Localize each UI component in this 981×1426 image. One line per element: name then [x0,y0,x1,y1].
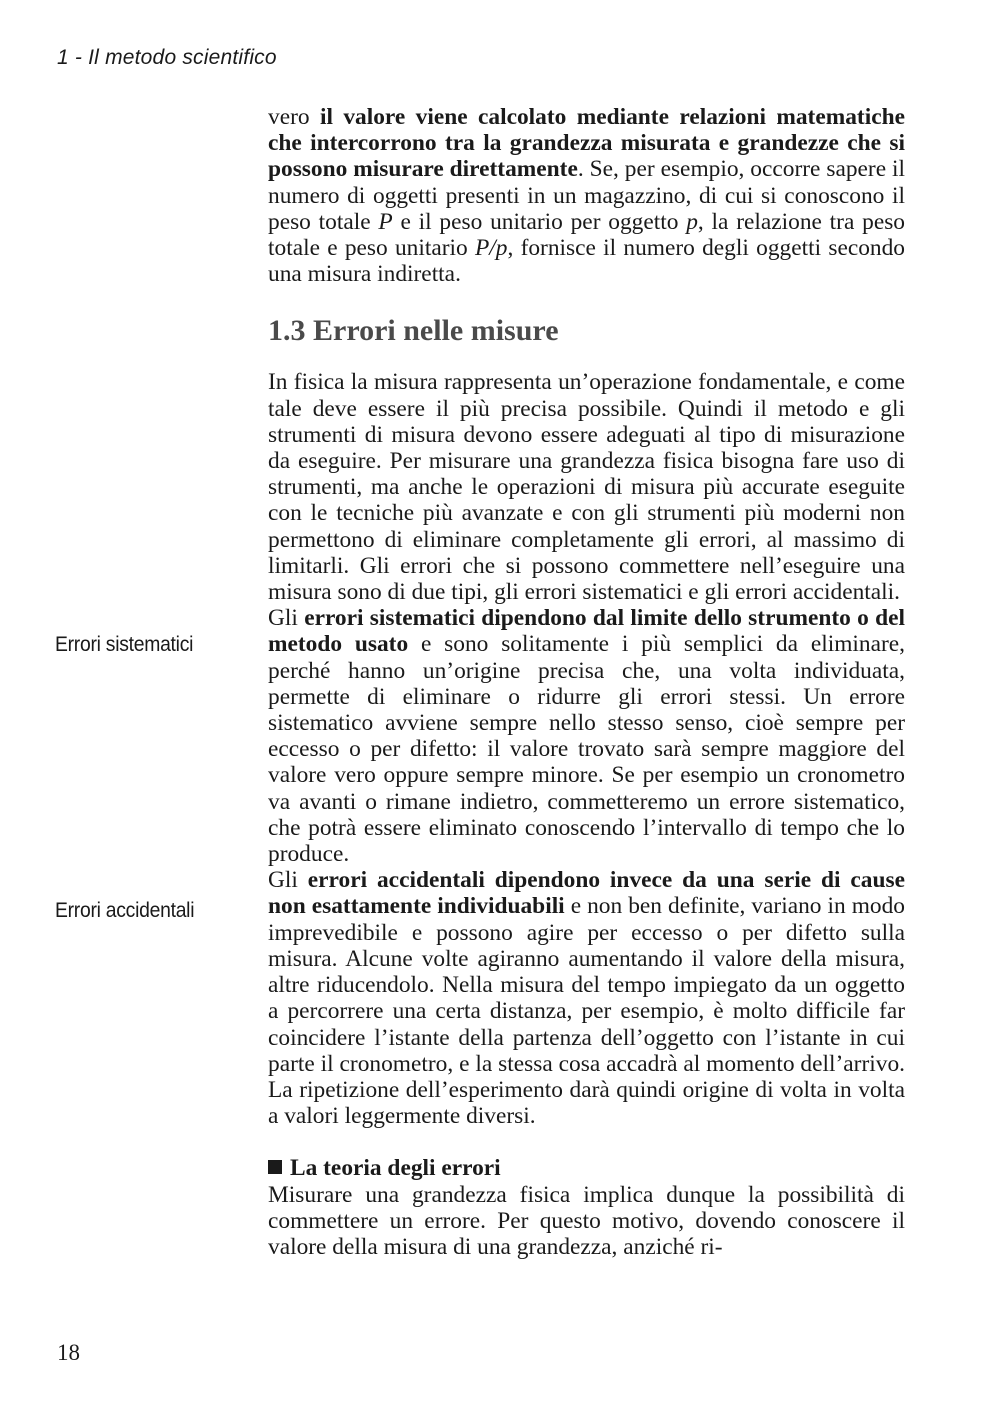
bold-run: errori accidentali dipendono invece da una serie di cause non esattamente individuabili [268,867,905,920]
text-run: , la relazione tra peso totale e peso unitario [268,208,906,262]
paragraph-systematic-errors [268,605,905,867]
main-text-column [268,104,905,1260]
text-run: . Se, per esempio, occorre sapere il numero di oggetti presenti in un magazzino, di cui si conoscono il peso totale [268,156,905,235]
bold-run: errori sistematici dipendono dal limite dello strumento o del metodo usato [268,605,905,658]
square-bullet-icon [268,1160,282,1174]
text-run: , fornisce il numero degli oggetti secondo una misura indiretta. [268,235,905,288]
paragraph-indirect-measure [268,104,905,287]
margin-note-accidental: Errori accidentali [55,898,195,922]
italic-variable: p [686,208,698,235]
text-run: e il peso unitario per oggetto [392,208,687,235]
section-heading: 1.3 Errori nelle misure [268,314,559,348]
page-number: 18 [57,1340,80,1365]
subsection-heading [268,1155,905,1181]
text-run: vero [268,104,320,130]
text-run: e sono solitamente i più semplici da eliminare, perché hanno un’origine precisa che, una volta individuata, permette di eliminare o ridurre gli errori stessi. Un errore sistematico avviene sempre nello stesso senso, cioè sempre per eccesso o per difetto: il valore trovato sarà sempre maggiore del valore vero oppure sempre minore. Se per esempio un cronometro va avanti o rimane indietro, commetteremo un errore sistematico, che potrà essere eliminato conoscendo l’intervallo di tempo che lo produce. [268,631,905,868]
text-run: Gli [268,605,305,632]
text-run: Gli [268,867,308,894]
subsection-title: La teoria degli errori [290,1155,501,1182]
bold-run: il valore viene calcolato mediante relazioni matematiche che intercorrono tra la grandezza misurata e grandezze che si possono misurare direttamente [268,104,905,183]
text-run: e non ben definite, variano in modo imprevedibile e possono agire per eccesso o per difetto sulla misura. Alcune volte agiranno aumentando il valore della misura, altre riducendolo. Nella misura del tempo impiegato da un oggetto a percorrere una certa distanza, per esempio, è molto difficile far coincidere l’istante della partenza dell’oggetto con l’istante in cui parte il cronometro, e la stessa cosa accadrà al momento dell’arrivo. La ripetizione dell’esperimento darà quindi origine di volta in volta a valori leggermente diversi. [268,893,905,1130]
margin-note-systematic: Errori sistematici [55,632,194,656]
paragraph-intro-errors: In fisica la misura rappresenta un’operazione fondamentale, e come tale deve essere il più precisa possibile. Quindi il metodo e gli strumenti di misura devono essere adeguati al tipo di misurazione da eseguire. Per misurare una grandezza fisica bisogna fare uso di strumenti, ma anche le operazioni di misura più accurate eseguite con le tecniche più avanzate e con gli strumenti più moderni non permettono di eliminare completamente gli errori, al massimo di limitarli. Gli errori che si possono commettere nell’eseguire una misura sono di due tipi, gli errori sistematici e gli errori accidentali. [268,369,905,606]
italic-variable: P [378,208,393,235]
paragraph-error-theory: Misurare una grandezza fisica implica dunque la possibilità di commettere un errore. Per questo motivo, dovendo conoscere il valore della misura di una grandezza, anziché ri- [268,1181,905,1260]
paragraph-accidental-errors [268,867,905,1129]
italic-variable: P/p [474,235,508,262]
running-head: 1 - Il metodo scientifico [57,46,277,69]
